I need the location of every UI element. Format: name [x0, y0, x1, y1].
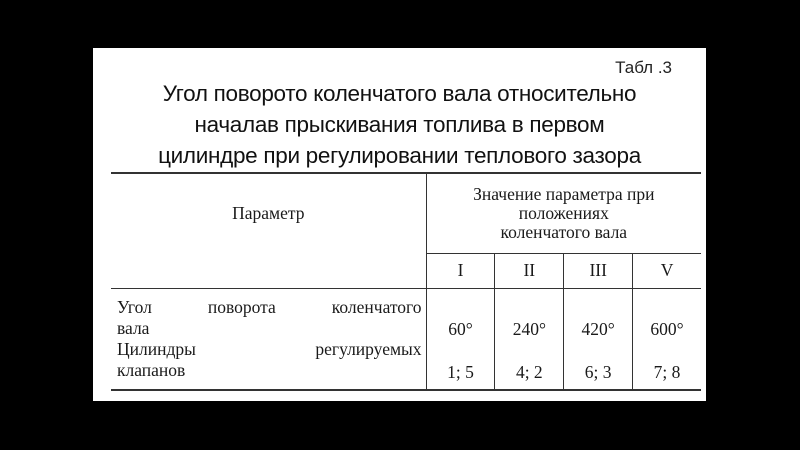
param-word: поворота: [207, 296, 276, 317]
title-line-3: цилиндре при регулировании теплового зазора: [158, 143, 641, 168]
value-cell-position-2: [495, 288, 564, 390]
document-slide: [93, 48, 706, 401]
position-header-4: V: [633, 253, 701, 288]
value-cell-position-1: [426, 288, 495, 390]
value-cell-position-4: [633, 288, 701, 390]
angle-value: 420°: [581, 318, 615, 339]
value-header-line-1: Значение параметра при: [473, 183, 655, 204]
title-line-1: Угол поворото коленчатого вала относительно: [162, 81, 637, 106]
param-cell: [111, 288, 426, 390]
param-row1-line2: вала: [117, 317, 150, 338]
param-word: регулируемых: [315, 338, 422, 359]
cylinders-value: 1; 5: [447, 361, 474, 382]
position-header-3: III: [564, 253, 633, 288]
cylinders-value: 4; 2: [515, 361, 543, 382]
position-header-1: I: [426, 253, 495, 288]
param-row2-line1: [117, 339, 422, 360]
position-header-2: II: [495, 253, 564, 288]
data-table: [111, 172, 701, 392]
value-header-line-2: положениях: [518, 202, 609, 223]
angle-value: 60°: [448, 318, 473, 339]
value-header-line-3: коленчатого вала: [500, 221, 628, 242]
param-word: Угол: [117, 296, 152, 317]
table-number-label: Табл .3: [615, 58, 672, 77]
angle-value: 600°: [650, 318, 684, 339]
param-row1-line1: [117, 297, 422, 318]
param-header-spacer: [111, 253, 426, 288]
cylinders-value: 7; 8: [653, 361, 681, 382]
angle-value: 240°: [512, 318, 546, 339]
cylinders-value: 6; 3: [584, 361, 612, 382]
value-header: [426, 173, 701, 253]
table-title: [93, 78, 706, 171]
value-cell-position-3: [564, 288, 633, 390]
title-line-2: началав прыскивания топлива в первом: [194, 112, 605, 137]
param-word: Цилиндры: [117, 338, 196, 359]
param-word: коленчатого: [331, 296, 422, 317]
param-row2-line2: клапанов: [117, 359, 186, 380]
param-header: Параметр: [111, 173, 426, 253]
